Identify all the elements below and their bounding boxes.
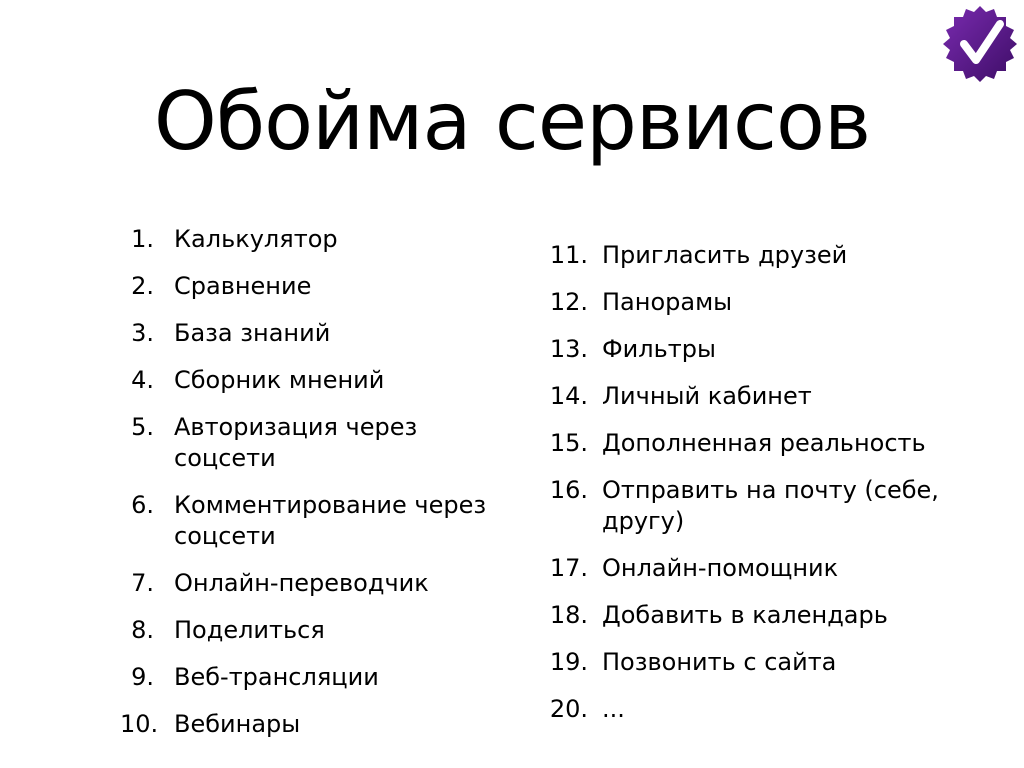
- item-text: База знаний: [174, 319, 331, 347]
- item-number: 8.: [131, 616, 154, 644]
- item-text: Поделиться: [174, 616, 325, 644]
- list-item: [120, 318, 500, 349]
- list-item: [549, 381, 989, 412]
- slide-title: Обойма сервисов: [153, 75, 871, 168]
- item-text: Калькулятор: [174, 225, 338, 253]
- list-item: [120, 709, 500, 740]
- list-item: [549, 287, 989, 318]
- list-item: [549, 553, 989, 584]
- item-number: 3.: [131, 319, 154, 347]
- item-number: 7.: [131, 569, 154, 597]
- item-text: Личный кабинет: [602, 382, 812, 410]
- item-number: 15.: [549, 429, 588, 457]
- item-number: 4.: [131, 366, 154, 394]
- item-number: 13.: [549, 335, 588, 363]
- item-text: Отправить на почту (себе, другу): [602, 476, 939, 535]
- item-text: Онлайн-помощник: [602, 554, 839, 582]
- item-number: 6.: [131, 491, 154, 519]
- list-item: [120, 662, 500, 693]
- list-item: [120, 365, 500, 396]
- item-number: 5.: [131, 413, 154, 441]
- item-number: 14.: [549, 382, 588, 410]
- item-number: 11.: [549, 241, 588, 269]
- item-text: ...: [602, 695, 625, 723]
- item-number: 10.: [120, 710, 159, 738]
- item-text: Вебинары: [174, 710, 301, 738]
- item-text: Сборник мнений: [174, 366, 385, 394]
- item-text: Сравнение: [174, 272, 312, 300]
- item-number: 2.: [131, 272, 154, 300]
- list-item: [549, 694, 989, 725]
- item-number: 16.: [549, 476, 588, 504]
- checkmark-badge-icon: [940, 4, 1020, 84]
- list-item: [120, 224, 500, 255]
- badge-seal-shape: [943, 6, 1017, 82]
- item-text: Добавить в календарь: [602, 601, 888, 629]
- item-text: Онлайн-переводчик: [174, 569, 429, 597]
- item-number: 9.: [131, 663, 154, 691]
- list-item: [549, 475, 989, 537]
- item-number: 18.: [549, 601, 588, 629]
- list-item: [120, 490, 500, 552]
- services-list-right: [549, 240, 989, 741]
- list-item: [120, 615, 500, 646]
- item-number: 1.: [131, 225, 154, 253]
- item-number: 19.: [549, 648, 588, 676]
- list-item: [120, 271, 500, 302]
- item-number: 12.: [549, 288, 588, 316]
- item-text: Фильтры: [602, 335, 716, 363]
- item-text: Дополненная реальность: [602, 429, 926, 457]
- list-item: [549, 240, 989, 271]
- list-item: [549, 428, 989, 459]
- item-text: Панорамы: [602, 288, 733, 316]
- item-number: 20.: [549, 695, 588, 723]
- item-number: 17.: [549, 554, 588, 582]
- list-item: [120, 568, 500, 599]
- list-item: [549, 647, 989, 678]
- list-item: [549, 600, 989, 631]
- item-text: Позвонить с сайта: [602, 648, 837, 676]
- services-list-left: [120, 224, 500, 756]
- list-item: [549, 334, 989, 365]
- item-text: Пригласить друзей: [602, 241, 848, 269]
- list-item: [120, 412, 500, 474]
- item-text: Авторизация через соцсети: [174, 413, 418, 472]
- item-text: Комментирование через соцсети: [174, 491, 487, 550]
- item-text: Веб-трансляции: [174, 663, 379, 691]
